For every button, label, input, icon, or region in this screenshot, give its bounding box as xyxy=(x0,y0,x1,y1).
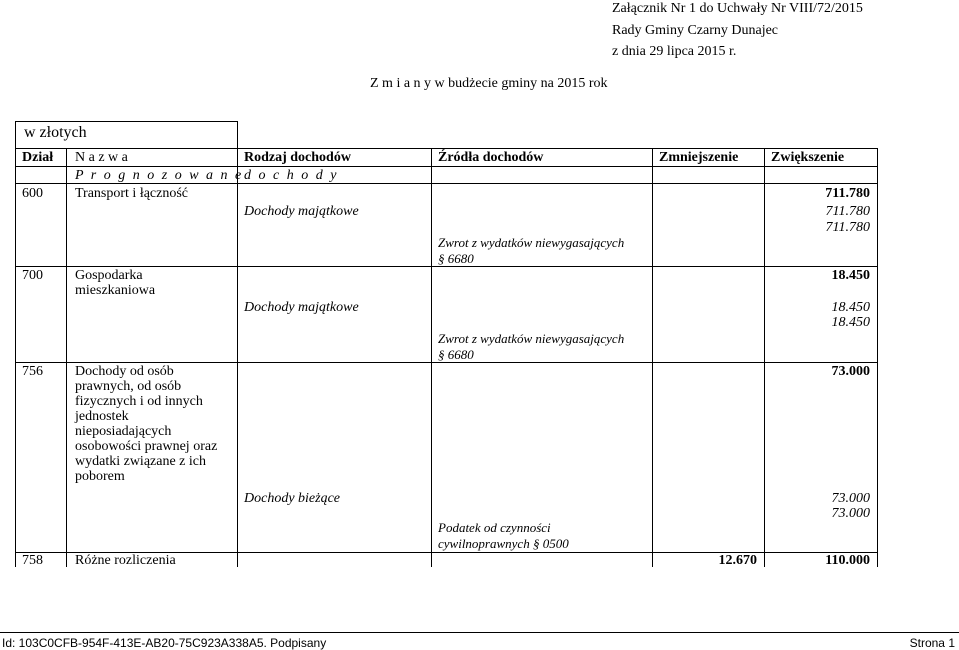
row-700-name-line-2: mieszkaniowa xyxy=(75,283,156,298)
row-756-source-line-2: cywilnoprawnych § 0500 xyxy=(438,536,569,551)
row-600-total: 711.780 xyxy=(825,186,870,201)
row-700-rodzaj-value: 18.450 xyxy=(831,300,870,315)
table-top-border xyxy=(15,148,877,149)
row-756-rodzaj-value: 73.000 xyxy=(831,491,870,506)
row-700-name-line-1: Gospodarka xyxy=(75,268,143,283)
row-600-name: Transport i łączność xyxy=(75,186,189,201)
row-700-rodzaj: Dochody majątkowe xyxy=(244,300,359,315)
col-header-zrodla: Źródła dochodów xyxy=(438,150,544,165)
row-600-source-par: § 6680 xyxy=(438,251,474,266)
row-758-name: Różne rozliczenia xyxy=(75,553,176,568)
attachment-line-1: Załącznik Nr 1 do Uchwały Nr VIII/72/2015 xyxy=(612,1,863,16)
row-758-code: 758 xyxy=(22,553,43,568)
col-header-nazwa: N a z w a xyxy=(75,150,128,165)
document-title: Z m i a n y w budżecie gminy na 2015 rok xyxy=(370,76,608,91)
row-600-code: 600 xyxy=(22,186,43,201)
subheader-left: P r o g n o z o w a n e xyxy=(75,168,244,183)
row-700-code: 700 xyxy=(22,268,43,283)
unit-box-right xyxy=(237,121,238,148)
row-600-rodzaj-value: 711.780 xyxy=(825,204,870,219)
col-divider-2 xyxy=(237,148,238,567)
col-divider-3 xyxy=(431,148,432,567)
unit-label: w złotych xyxy=(24,124,87,141)
footer-document-id: Id: 103C0CFB-954F-413E-AB20-75C923A338A5. Podpisany xyxy=(2,636,327,650)
row-700-source: Zwrot z wydatków niewygasających xyxy=(438,331,625,346)
footer-page-number: Strona 1 xyxy=(909,636,955,650)
col-header-zmniejszenie: Zmniejszenie xyxy=(659,150,739,165)
row-700-source-par: § 6680 xyxy=(438,347,474,362)
col-divider-5 xyxy=(764,148,765,567)
attachment-line-2: Rady Gminy Czarny Dunajec xyxy=(612,23,779,38)
row-758-zmniejszenie: 12.670 xyxy=(718,553,757,568)
row-756-name: Dochody od osób prawnych, od osób fizycznych i od innych jednostek nieposiadających osobowości prawnej oraz wydatki związane z ich poborem xyxy=(75,364,218,484)
table-right-border xyxy=(877,148,878,567)
row-600-source: Zwrot z wydatków niewygasających xyxy=(438,235,625,250)
row-756-rodzaj: Dochody bieżące xyxy=(244,491,341,506)
header-row-border xyxy=(15,166,877,167)
unit-box-top xyxy=(15,121,237,122)
col-divider-4 xyxy=(652,148,653,567)
row-700-source-value: 18.450 xyxy=(831,315,870,330)
row-756-total: 73.000 xyxy=(831,364,870,379)
col-header-dzial: Dział xyxy=(22,150,54,165)
subheader-right: d o c h o d y xyxy=(244,168,339,183)
col-divider-1 xyxy=(66,148,67,567)
row-756-source-line-1: Podatek od czynności xyxy=(438,520,551,535)
attachment-line-3: z dnia 29 lipca 2015 r. xyxy=(612,44,737,59)
col-header-zwiekszenie: Zwiększenie xyxy=(771,150,845,165)
row-758-zwiekszenie: 110.000 xyxy=(825,553,870,568)
row-600-rodzaj: Dochody majątkowe xyxy=(244,204,359,219)
row-756-code: 756 xyxy=(22,364,43,379)
col-header-rodzaj: Rodzaj dochodów xyxy=(244,150,351,165)
row-600-source-value: 711.780 xyxy=(825,220,870,235)
row-756-source-value: 73.000 xyxy=(831,506,870,521)
footer-divider xyxy=(0,632,959,633)
table-left-border xyxy=(15,121,16,567)
row-700-total: 18.450 xyxy=(831,268,870,283)
